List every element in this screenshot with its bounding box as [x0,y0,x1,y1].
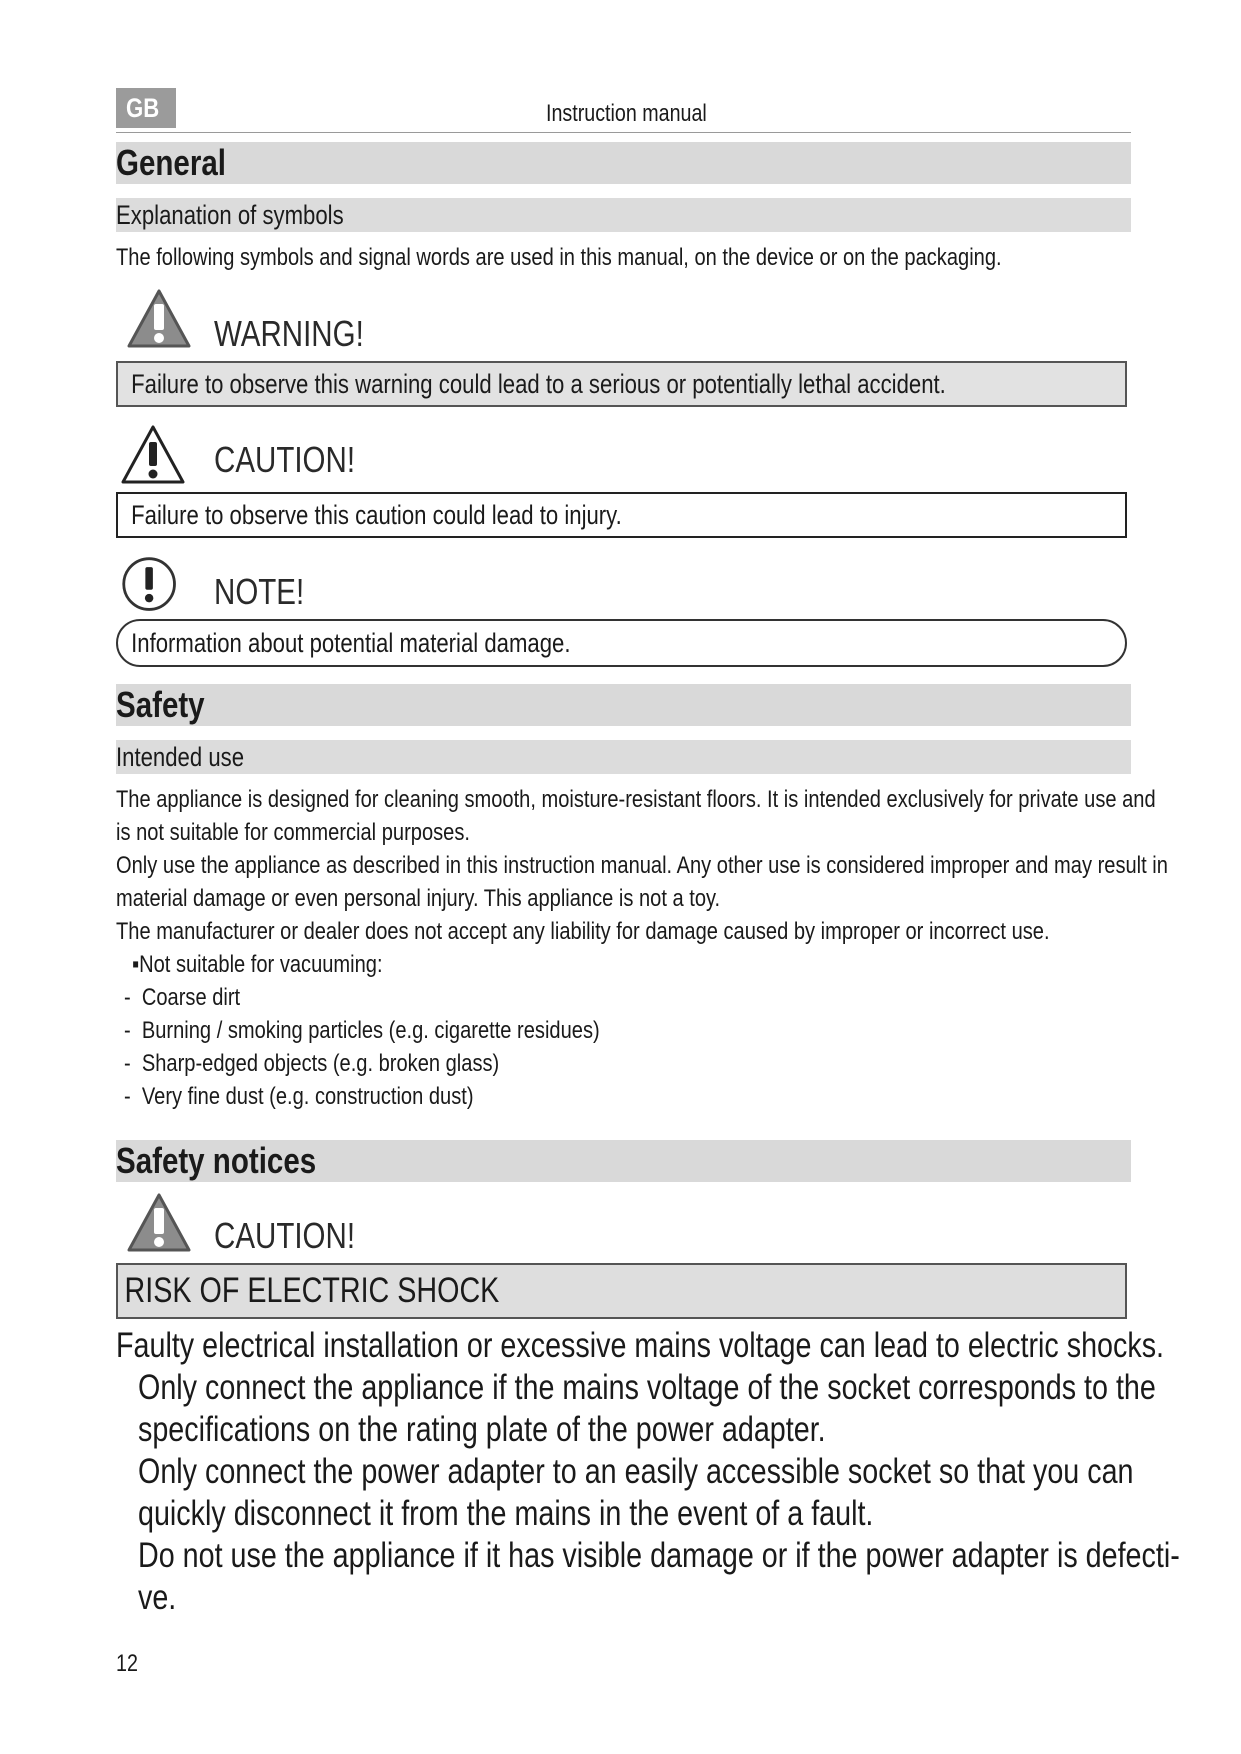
shock-bullet: Only connect the appliance if the mains voltage of the socket corresponds to the [138,1368,1156,1407]
manual-page [116,0,1180,1754]
subheading-explanation-of-symbols: Explanation of symbols [116,198,1131,232]
square-bullet-icon: ▪ [132,951,140,978]
section-heading-general: General [116,142,1131,184]
intended-use-line: The appliance is designed for cleaning smooth, moisture-resistant floors. It is intended exclusively for private use and [116,786,1156,813]
page-header [116,88,1131,133]
symbols-intro: The following symbols and signal words are used in this manual, on the device or on the packaging. [116,244,1002,271]
caution-signal-shock [116,1192,1131,1258]
note-signal [116,554,1131,620]
list-item: - Coarse dirt [124,984,241,1011]
shock-bullet: Do not use the appliance if it has visible damage or if the power adapter is defecti- [138,1536,1180,1575]
warning-signal [116,288,1131,354]
list-item: - Very fine dust (e.g. construction dust) [124,1083,474,1110]
caution-signal [116,424,1131,490]
intended-use-line: is not suitable for commercial purposes. [116,819,470,846]
warning-word: WARNING! [214,313,364,354]
intended-use-line: The manufacturer or dealer does not accept any liability for damage caused by improper or incorrect use. [116,918,1050,945]
language-badge: GB [116,88,176,128]
caution-box: Failure to observe this caution could lead to injury. [116,492,1127,538]
section-heading-safety: Safety [116,684,1131,726]
note-box: Information about potential material damage. [116,619,1127,667]
shock-bullet-continued: quickly disconnect it from the mains in the event of a fault. [138,1494,874,1533]
shock-bullet-continued: specifications on the rating plate of the power adapter. [138,1410,826,1449]
subheading-intended-use: Intended use [116,740,1131,774]
shock-bullet-continued: ve. [138,1578,177,1617]
not-suitable-heading: ▪Not suitable for vacuuming: [132,951,383,978]
risk-of-electric-shock-box: RISK OF ELECTRIC SHOCK [116,1263,1127,1319]
note-word: NOTE! [214,571,305,612]
intended-use-line: material damage or even personal injury. This appliance is not a toy. [116,885,721,912]
exclamation-circle-icon [120,554,182,616]
header-title: Instruction manual [546,100,707,127]
list-item: - Burning / smoking particles (e.g. cigarette residues) [124,1017,600,1044]
warning-box: Failure to observe this warning could lead to a serious or potentially lethal accident. [116,361,1127,407]
intended-use-line: Only use the appliance as described in this instruction manual. Any other use is considered improper and may result in [116,852,1168,879]
warning-triangle-icon [126,1192,192,1254]
page-number: 12 [116,1650,138,1677]
shock-intro: Faulty electrical installation or excessive mains voltage can lead to electric shocks. [116,1326,1165,1365]
warning-triangle-icon [126,288,192,350]
caution-word: CAUTION! [214,1215,356,1256]
section-heading-safety-notices: Safety notices [116,1140,1131,1182]
list-item: - Sharp-edged objects (e.g. broken glass) [124,1050,500,1077]
shock-bullet: Only connect the power adapter to an easily accessible socket so that you can [138,1452,1134,1491]
caution-triangle-icon [120,424,186,486]
caution-word: CAUTION! [214,439,356,480]
